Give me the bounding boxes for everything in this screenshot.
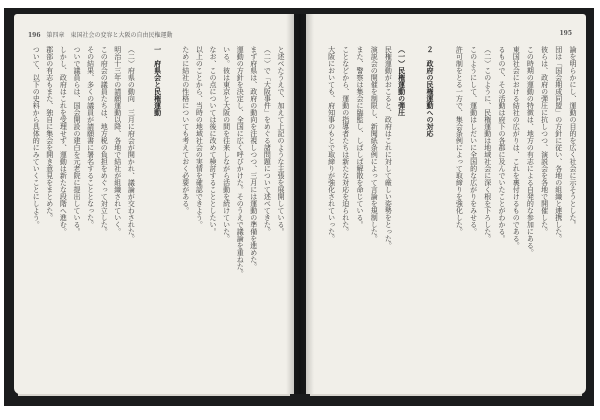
text-column: ついで議員らは、国会開設の建白を元老院に提出している。 <box>73 46 81 235</box>
text-column: （二）このように、民権運動は地域社会に深く根を下ろした。 <box>483 46 492 242</box>
text-column: 民権運動がおこると、政府はこれに対して厳しい姿勢をとった。 <box>384 46 393 249</box>
text-column: と述べたうえで、加えて上記のような主張を展開している。 <box>277 46 285 235</box>
text-column: 明治十三年の請願運動以降、各地で結社が組織されていく。 <box>113 46 122 235</box>
text-column: なお、この点については後に改めて検討することとしたい。 <box>209 46 217 235</box>
text-column: 許可制をとる一方で、集会条例によって取締りを強化した。 <box>455 46 464 235</box>
left-page-header <box>24 30 172 39</box>
text-column <box>440 46 449 376</box>
right-page-number: 195 <box>559 30 572 37</box>
text-column: しかし、政府はこれを受理せず、運動は新たな段階へ進む。 <box>59 46 68 235</box>
text-column: ことなどから、運動の指導者たちは新たな対応を迫られた。 <box>341 46 350 235</box>
text-column: この時期の運動の特徴は、地方の有志による自発的な参加にある。 <box>526 46 535 256</box>
text-column: （一）民権運動の弾圧 <box>397 46 407 116</box>
text-column: 大阪においても、府知事のもとで取締りが強化されていった。 <box>327 46 336 242</box>
text-column: ために結社の性格についても考えておく必要がある。 <box>181 46 190 214</box>
text-column: 以上のことから、当時の地域社会の実情を確認できよう。 <box>195 46 204 228</box>
right-page <box>306 14 586 394</box>
text-column: 一 府県会と民権運動 <box>153 46 163 116</box>
text-column: （二）で「大阪事件」をめぐる諸問題について述べてきた。 <box>263 46 272 235</box>
text-column <box>140 46 149 376</box>
text-column: ついて、以下の史料から具体的にみていくことにしよう。 <box>32 46 41 228</box>
text-column: いる。彼は東京と大阪の間を往来しながら活動を続けていた。 <box>222 46 231 242</box>
text-column: 演説会の開催を制限し、新聞紙条例によって言論を規制した。 <box>370 46 379 242</box>
text-column: また、警察は集会に臨監し、しばしば解散を命じている。 <box>356 46 364 228</box>
text-column: 東国社会における結社の広がりは、これを裏付けるものである。 <box>512 46 521 249</box>
text-column: （二）府県の動向 三月に府会が開かれ、議論が交わされた。 <box>127 46 136 242</box>
right-page-header <box>555 30 576 37</box>
text-column <box>412 46 421 376</box>
text-column: このようにして、運動はしだいに全国的な広がりをみせる。 <box>469 46 478 235</box>
left-running-head: 第四章 東国社会の変容と大阪の自由民権運動 <box>46 32 173 39</box>
left-page-number: 196 <box>28 32 41 39</box>
text-column <box>167 46 176 376</box>
text-column: 彼らは、政府の弾圧に抗しつつ、演説会を各地で開催した。 <box>540 46 549 235</box>
text-column: るもので、その活動は府下の各郡に及んでいたことがわかる。 <box>498 46 506 242</box>
text-column: 論を明らかにし、運動の目的を広く社会に示そうとした。 <box>569 46 577 228</box>
text-column: その結果、多くの議員が請願書に署名することとなった。 <box>86 46 95 228</box>
text-column: 運動の方針を決定し、全国に広く呼びかけた。そのうえで議論を重ねた。 <box>236 46 245 277</box>
text-column: まず府県は、政府の動向を注視しつつ、三月には運動の準備を進めた。 <box>249 46 258 270</box>
text-column: ２ 政府の民権運動への対応 <box>426 46 435 137</box>
book-gutter <box>286 14 314 394</box>
text-column: この府会の議員たちは、地方税の負担をめぐって対立した。 <box>100 46 109 235</box>
text-column: 郡部の有志もまた、独自に集会を開き意見をまとめた。 <box>45 46 54 221</box>
text-column: 団は「国会期成同盟」の方針に従い、各地の組織と連携した。 <box>554 46 563 242</box>
left-page <box>14 14 294 394</box>
